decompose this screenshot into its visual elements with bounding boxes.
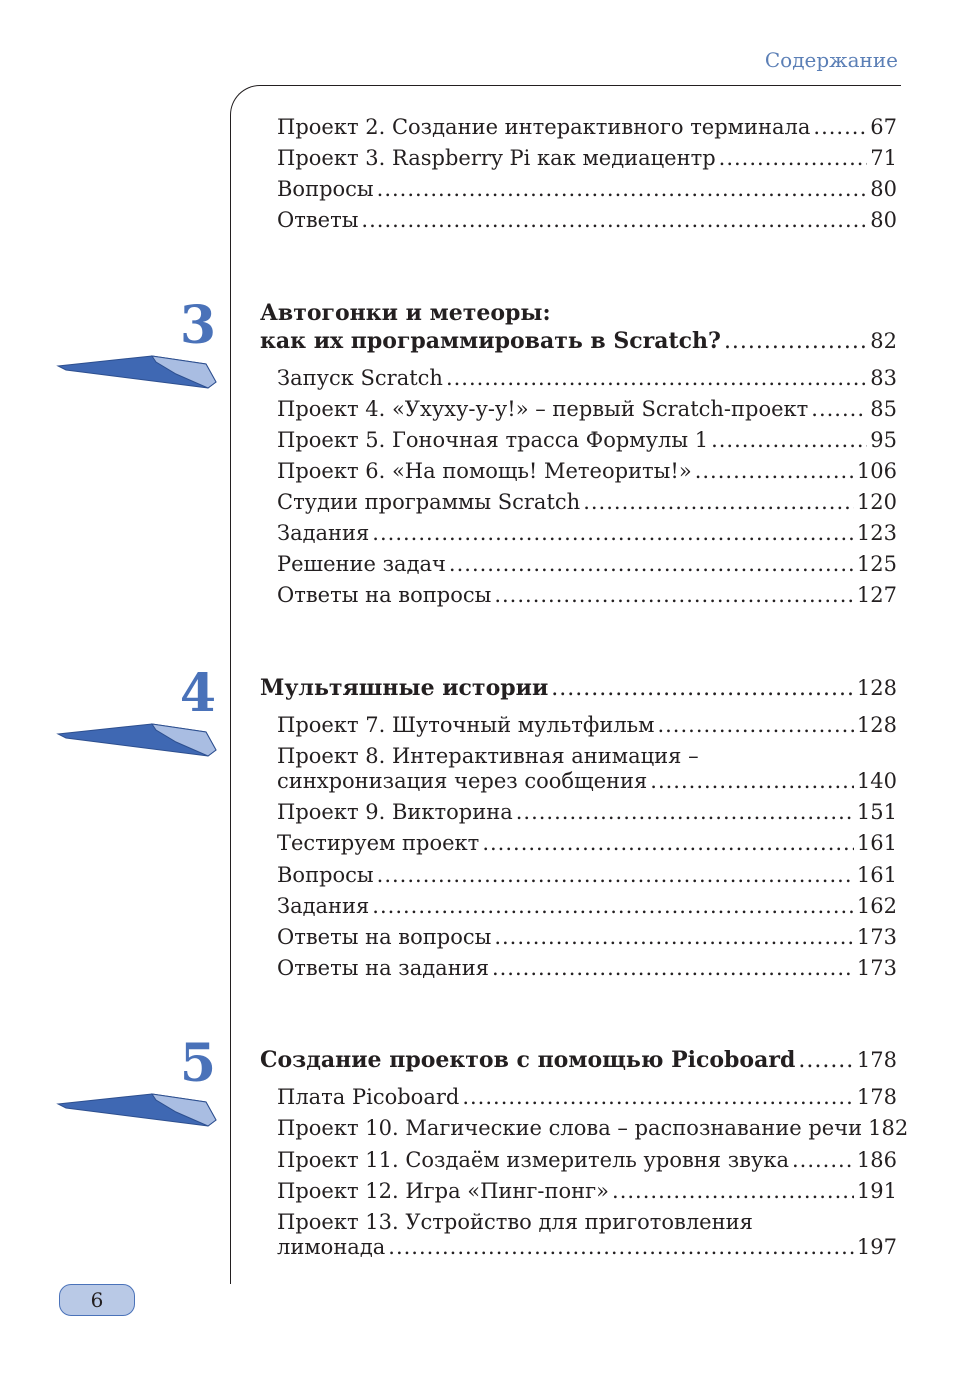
leader-dots [372, 520, 854, 546]
toc-entry-title: Решение задач [277, 552, 446, 576]
toc-entry-title: Проект 12. Игра «Пинг-понг» [277, 1179, 610, 1203]
toc-entry-title: Задания [277, 894, 370, 918]
leader-dots [492, 955, 854, 981]
toc-entry-page: 182 [868, 1116, 909, 1140]
toc-entry-title: синхронизация через сообщения [277, 769, 648, 793]
toc-entry-title: Студии программы Scratch [277, 490, 581, 514]
toc-entry-title: Запуск Scratch [277, 366, 443, 390]
leader-dots [462, 1084, 854, 1110]
toc-entry[interactable] [277, 1084, 897, 1110]
toc-entry-page: 173 [856, 956, 897, 980]
leader-dots [813, 114, 867, 140]
leader-dots [792, 1147, 854, 1173]
chapter-number: 3 [179, 295, 216, 356]
toc-entry[interactable] [277, 458, 897, 484]
toc-entry-title: Вопросы [277, 863, 374, 887]
leader-dots [494, 582, 854, 608]
toc-entry-title: Задания [277, 521, 370, 545]
toc-entry-title: Проект 2. Создание интерактивного терминала [277, 115, 811, 139]
chapter-title-text: как их программировать в Scratch? [260, 328, 721, 354]
toc-entry[interactable] [277, 114, 897, 140]
leader-dots [695, 458, 854, 484]
toc-entry-page: 162 [856, 894, 897, 918]
toc-entry[interactable] [277, 365, 897, 391]
toc-entry-page: 85 [870, 397, 897, 421]
toc-entry-title: Проект 3. Raspberry Pi как медиацентр [277, 146, 716, 170]
leader-dots [711, 427, 867, 453]
toc-entry-title: Ответы [277, 208, 359, 232]
toc-entry[interactable] [277, 427, 897, 453]
chapter-number: 4 [179, 663, 216, 724]
toc-entry-page: 83 [870, 366, 897, 390]
toc-entry[interactable] [277, 955, 897, 981]
leader-dots [650, 768, 854, 794]
leader-dots [494, 924, 854, 950]
toc-entry[interactable] [277, 207, 897, 233]
leader-dots [612, 1178, 854, 1204]
toc-entry[interactable] [277, 489, 897, 515]
leader-dots [446, 365, 867, 391]
toc-entry[interactable] [277, 712, 897, 738]
toc-entry-title: Проект 9. Викторина [277, 800, 513, 824]
toc-entry-page: 140 [856, 769, 897, 793]
toc-entry-page: 67 [870, 115, 897, 139]
toc-entry-page: 128 [856, 713, 897, 737]
toc-entry-title: Проект 6. «На помощь! Метеориты!» [277, 459, 692, 483]
leader-dots [372, 893, 854, 919]
leader-dots [798, 1048, 854, 1074]
toc-entry-page: 186 [856, 1148, 897, 1172]
toc-entry-page: 123 [856, 521, 897, 545]
toc-entry[interactable] [277, 1178, 897, 1204]
toc-entry[interactable] [277, 1115, 909, 1141]
chapter-ribbon-icon [56, 1090, 218, 1130]
toc-entry-title-line: Проект 8. Интерактивная анимация – [277, 744, 699, 768]
toc-entry[interactable] [277, 799, 897, 825]
toc-entry-title: Проект 7. Шуточный мультфильм [277, 713, 655, 737]
toc-entry[interactable] [277, 893, 897, 919]
chapter-title-text: Создание проектов с помощью Picoboard [260, 1047, 796, 1073]
toc-entry-title: Проект 5. Гоночная трасса Формулы 1 [277, 428, 709, 452]
toc-entry[interactable] [277, 1234, 897, 1260]
leader-dots [377, 862, 854, 888]
leader-dots [811, 396, 867, 422]
toc-entry-page: 161 [856, 863, 897, 887]
toc-entry-title: лимонада [277, 1235, 386, 1259]
leader-dots [482, 830, 854, 856]
toc-entry[interactable] [277, 145, 897, 171]
chapter-number: 5 [179, 1033, 216, 1094]
leader-dots [551, 676, 854, 702]
toc-entry[interactable] [277, 768, 897, 794]
chapter-page: 82 [870, 329, 897, 353]
leader-dots [388, 1234, 854, 1260]
toc-entry-page: 127 [856, 583, 897, 607]
chapter-ribbon-icon [56, 720, 218, 760]
toc-entry[interactable] [277, 396, 897, 422]
toc-entry-page: 151 [856, 800, 897, 824]
toc-entry-page: 71 [870, 146, 897, 170]
toc-entry-page: 178 [856, 1085, 897, 1109]
toc-entry[interactable] [277, 520, 897, 546]
toc-entry-page: 80 [870, 177, 897, 201]
toc-entry-title: Проект 11. Создаём измеритель уровня звука [277, 1148, 789, 1172]
chapter-title-line: Автогонки и метеоры: [260, 300, 551, 326]
toc-entry-page: 106 [856, 459, 897, 483]
toc-entry-title: Ответы на задания [277, 956, 489, 980]
toc-entry-title: Проект 10. Магические слова – распознавание речи [277, 1116, 863, 1140]
toc-entry-title: Вопросы [277, 177, 374, 201]
leader-dots [361, 207, 867, 233]
toc-entry-title: Ответы на вопросы [277, 583, 492, 607]
leader-dots [449, 551, 854, 577]
chapter-page: 178 [856, 1048, 897, 1072]
toc-entry[interactable] [277, 862, 897, 888]
toc-entry-title: Плата Picoboard [277, 1085, 460, 1109]
toc-entry-title: Тестируем проект [277, 831, 480, 855]
toc-entry[interactable] [277, 582, 897, 608]
toc-entry[interactable] [277, 176, 897, 202]
toc-entry[interactable] [277, 830, 897, 856]
toc-entry[interactable] [277, 551, 897, 577]
toc-entry-page: 191 [856, 1179, 897, 1203]
toc-entry-title-line: Проект 13. Устройство для приготовления [277, 1210, 753, 1234]
chapter-ribbon-icon [56, 352, 218, 392]
running-header: Содержание [764, 48, 898, 72]
toc-entry[interactable] [277, 924, 897, 950]
leader-dots [583, 489, 854, 515]
chapter-title[interactable] [260, 675, 897, 702]
page-number-badge: 6 [59, 1284, 135, 1316]
leader-dots [724, 329, 867, 355]
toc-entry-page: 161 [856, 831, 897, 855]
leader-dots [516, 799, 854, 825]
toc-entry-page: 173 [856, 925, 897, 949]
toc-entry[interactable] [277, 1147, 897, 1173]
toc-entry-page: 197 [856, 1235, 897, 1259]
leader-dots [657, 712, 853, 738]
chapter-page: 128 [856, 676, 897, 700]
chapter-title[interactable] [260, 1047, 897, 1074]
toc-entry-title: Проект 4. «Ухуху-у-у!» – первый Scratch-проект [277, 397, 809, 421]
chapter-title[interactable] [260, 328, 897, 355]
toc-entry-page: 120 [856, 490, 897, 514]
toc-entry-page: 125 [856, 552, 897, 576]
leader-dots [719, 145, 868, 171]
toc-entry-title: Ответы на вопросы [277, 925, 492, 949]
toc-entry-page: 95 [870, 428, 897, 452]
chapter-title-text: Мультяшные истории [260, 675, 549, 701]
toc-entry-page: 80 [870, 208, 897, 232]
leader-dots [377, 176, 868, 202]
